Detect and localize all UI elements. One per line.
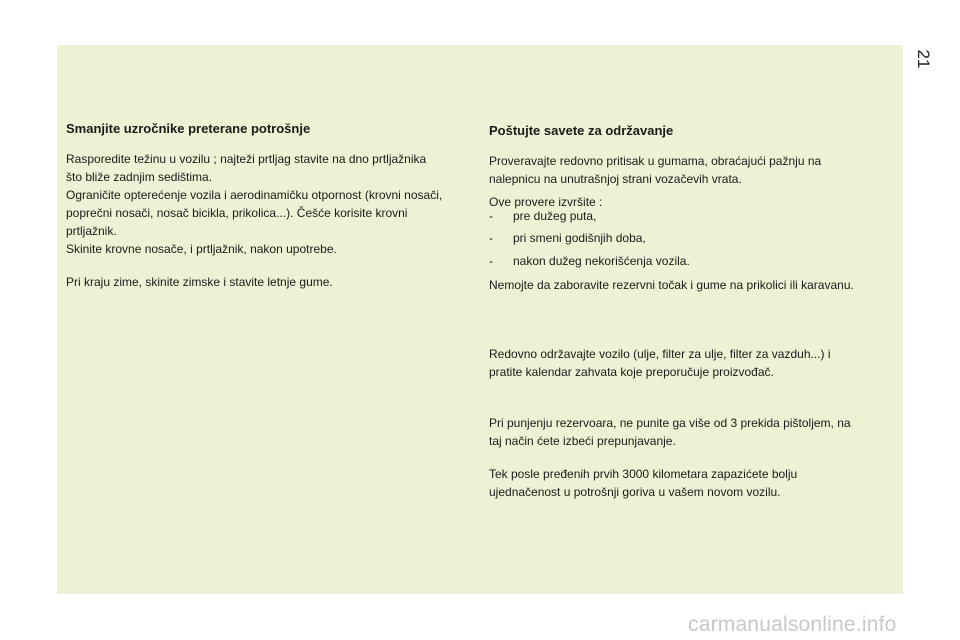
right-para-1-line-1: Proveravajte redovno pritisak u gumama, obraćajući pažnju na [489, 154, 822, 168]
right-para-2: Ove provere izvršite : [489, 195, 603, 209]
left-column [66, 121, 466, 291]
right-para-6-line-2: ujednačenost u potrošnji goriva u vašem novom vozilu. [489, 485, 781, 499]
left-para-2-line-3: prtljažnik. [66, 224, 117, 238]
list-item: - pre dužeg puta, [489, 209, 597, 223]
left-heading: Smanjite uzročnike preterane potrošnje [66, 121, 311, 136]
right-para-1-line-2: nalepnicu na unutrašnjoj strani vozačevih vrata. [489, 172, 742, 186]
right-para-6-line-1: Tek posle pređenih prvih 3000 kilometara zapazićete bolju [489, 467, 798, 481]
watermark-text: carmanualsonline.info [688, 613, 897, 636]
right-column [489, 123, 889, 501]
check-list [489, 209, 889, 270]
left-para-2-line-1: Ograničite opterećenje vozila i aerodinamičku otpornost (krovni nosači, [66, 188, 443, 202]
list-item: - nakon dužeg nekorišćenja vozila. [489, 254, 690, 268]
right-para-3: Nemojte da zaboravite rezervni točak i gume na prikolici ili karavanu. [489, 278, 854, 292]
list-item: - pri smeni godišnjih doba, [489, 231, 646, 245]
right-para-4-line-1: Redovno održavajte vozilo (ulje, filter za ulje, filter za vazduh...) i [489, 347, 831, 361]
right-para-4-line-2: pratite kalendar zahvata koje preporučuje proizvođač. [489, 365, 774, 379]
right-heading: Poštujte savete za održavanje [489, 123, 674, 138]
left-para-1-line-1: Rasporedite težinu u vozilu ; najteži prtljag stavite na dno prtljažnika [66, 152, 427, 166]
right-para-5-line-2: taj način ćete izbeći prepunjavanje. [489, 434, 676, 448]
left-para-2-line-2: poprečni nosači, nosač bicikla, prikolica...). Češće korisite krovni [66, 206, 408, 220]
left-para-3: Skinite krovne nosače, i prtljažnik, nakon upotrebe. [66, 242, 337, 256]
left-para-4: Pri kraju zime, skinite zimske i stavite letnje gume. [66, 275, 333, 289]
right-para-5-line-1: Pri punjenju rezervoara, ne punite ga više od 3 prekida pištoljem, na [489, 416, 851, 430]
left-para-1-line-2: što bliže zadnjim sedištima. [66, 170, 213, 184]
page-number: 21 [914, 49, 933, 69]
